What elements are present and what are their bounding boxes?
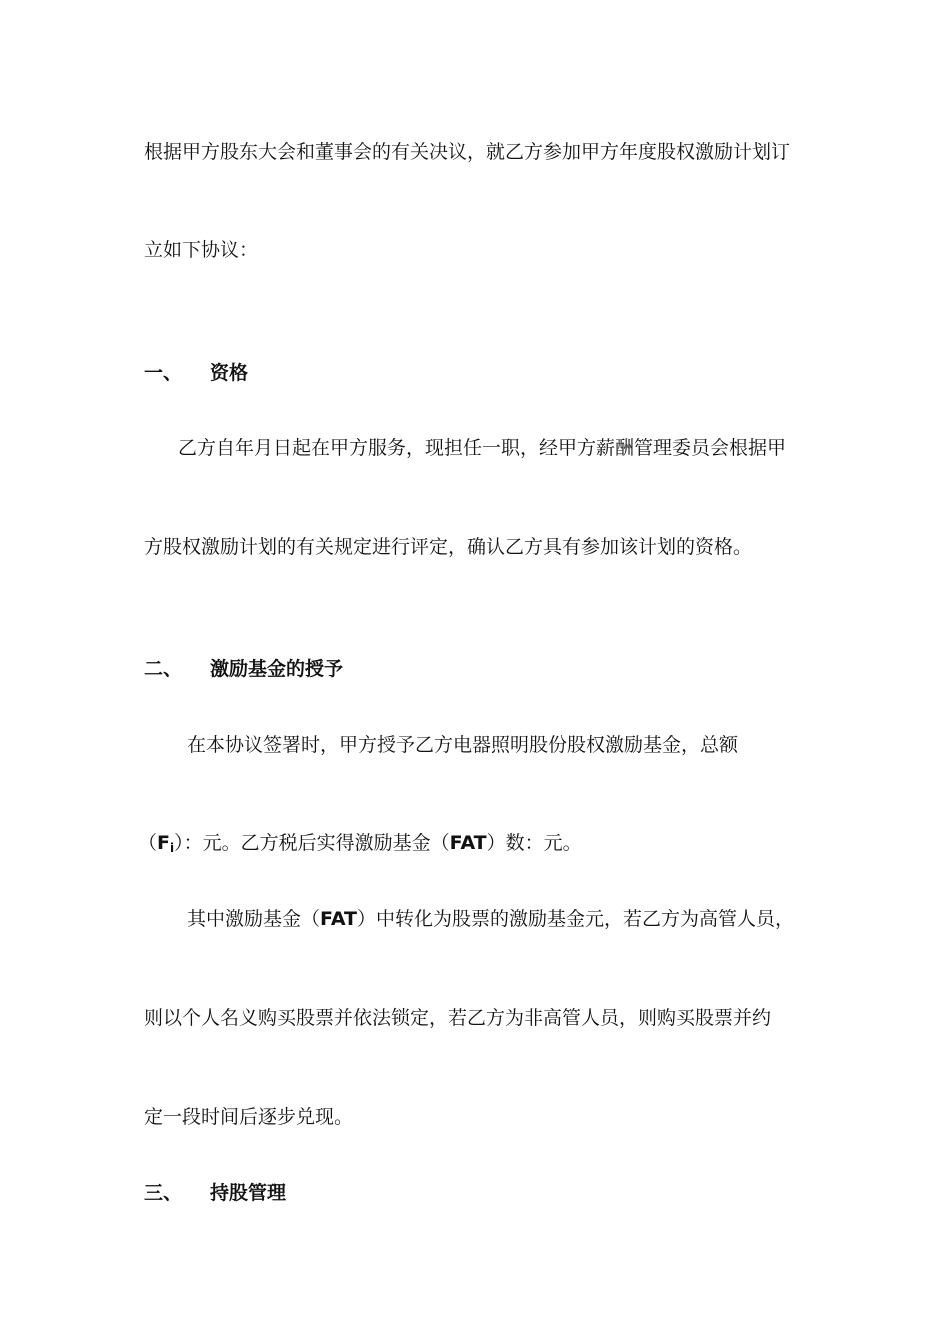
section-1-number: 一、 — [144, 362, 183, 384]
fi-subscript: i — [170, 841, 175, 855]
section-2-para-1-line-1: 在本协议签署时，甲方授予乙方电器照明股份股权激励基金，总额 — [187, 734, 739, 756]
section-2-heading — [144, 657, 343, 681]
fat-symbol: FAT — [320, 908, 358, 930]
fat-symbol: FAT — [449, 832, 487, 854]
section-1-heading — [144, 361, 248, 385]
para-2-prefix: 其中激励基金（ — [187, 908, 321, 930]
intro-line-2: 立如下协议： — [144, 239, 259, 261]
section-2-title: 激励基金的授予 — [210, 658, 344, 680]
para-2-suffix: ）中转化为股票的激励基金元，若乙方为高管人员， — [357, 908, 795, 930]
fi-value-text: ）：元。乙方税后实得激励基金（ — [174, 832, 450, 854]
section-1-title: 资格 — [210, 362, 249, 384]
intro-line-1: 根据甲方股东大会和董事会的有关决议，就乙方参加甲方年度股权激励计划订 — [144, 141, 791, 163]
section-3-number: 三、 — [144, 1182, 183, 1204]
section-2-para-1-line-2 — [138, 831, 582, 860]
section-3-heading — [144, 1181, 286, 1205]
open-paren: （ — [138, 832, 158, 854]
fat-value-text: ）数：元。 — [486, 832, 582, 854]
fi-symbol: F — [157, 832, 170, 854]
section-3-title: 持股管理 — [210, 1182, 287, 1204]
section-1-line-1: 乙方自年月日起在甲方服务，现担任一职，经甲方薪酬管理委员会根据甲 — [178, 437, 787, 459]
section-2-number: 二、 — [144, 658, 183, 680]
section-2-para-2-line-1 — [187, 907, 794, 931]
section-2-para-2-line-2: 则以个人名义购买股票并依法锁定，若乙方为非高管人员，则购买股票并约 — [144, 1007, 772, 1029]
section-2-para-2-line-3: 定一段时间后逐步兑现。 — [144, 1106, 354, 1128]
section-1-line-2: 方股权激励计划的有关规定进行评定，确认乙方具有参加该计划的资格。 — [144, 536, 753, 558]
